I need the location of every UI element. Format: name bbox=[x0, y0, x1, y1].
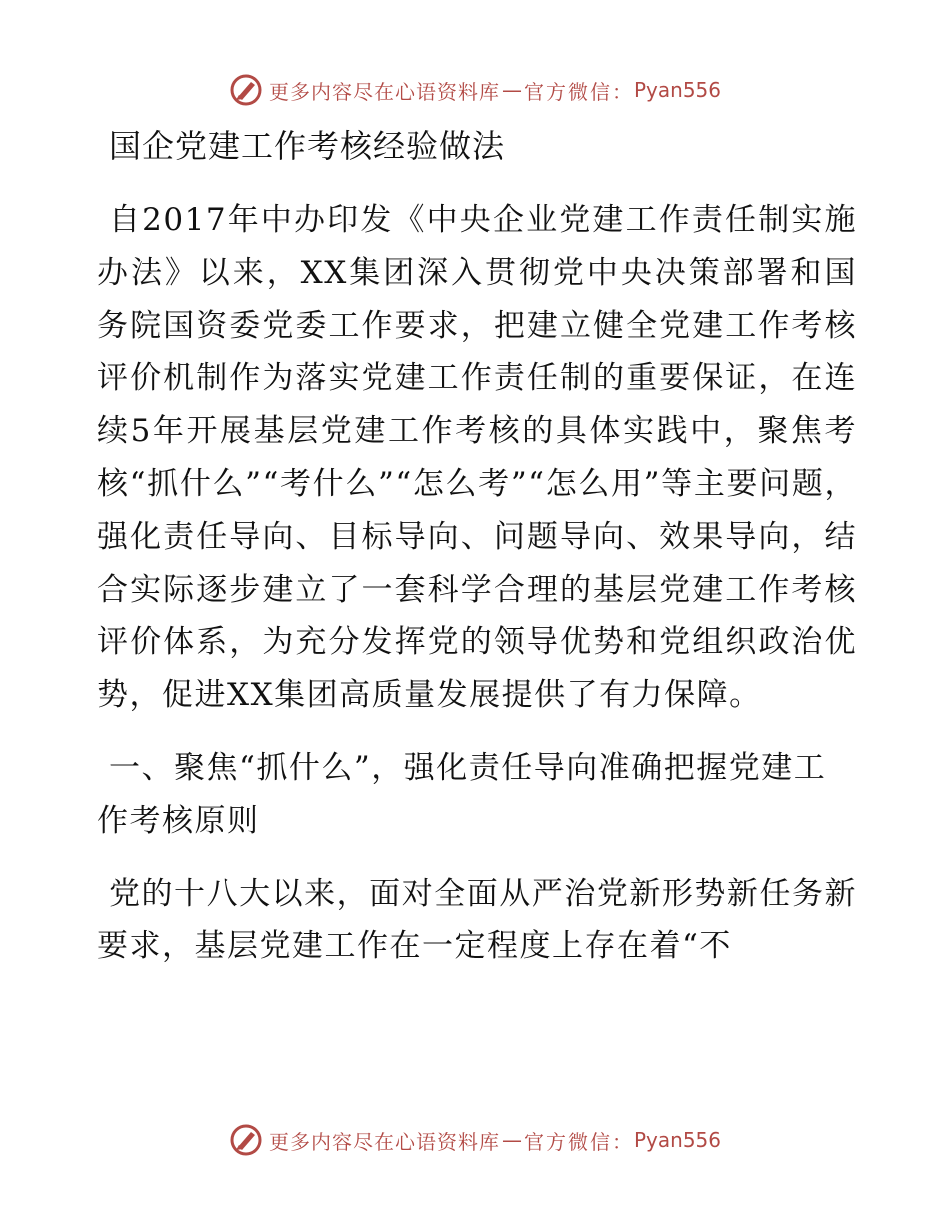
logo-icon bbox=[229, 1123, 263, 1157]
document-body bbox=[97, 122, 857, 993]
section-heading-1: 一、聚焦“抓什么”，强化责任导向准确把握党建工作考核原则 bbox=[97, 749, 827, 839]
intro-paragraph: 自2017年中办印发《中央企业党建工作责任制实施办法》以来，XX集团深入贯彻党中央决策部署和国务院国资委党委工作要求，把建立健全党建工作考核评价机制作为落实党建工作责任制的重要保证，在连续5年开展基层党建工作考核的具体实践中，聚焦考核“抓什么”“考什么”“怎么考”“怎么用”等主要问题，强化责任导向、目标导向、问题导向、效果导向，结合实际逐步建立了一套科学合理的基层党建工作考核评价体系，为充分发挥党的领导优势和党组织政治优势，促进XX集团高质量发展提供了有力保障。 bbox=[97, 202, 857, 714]
logo-icon bbox=[229, 73, 263, 107]
watermark-site-text: 更多内容尽在心语资料库 bbox=[268, 79, 500, 104]
watermark-wechat-id: Pyan556 bbox=[633, 1128, 721, 1152]
watermark-dash: — bbox=[501, 78, 522, 102]
page-title: 国企党建工作考核经验做法 bbox=[109, 127, 506, 165]
watermark-label: 官方微信： bbox=[523, 1129, 634, 1154]
section-paragraph-1: 党的十八大以来，面对全面从严治党新形势新任务新要求，基层党建工作在一定程度上存在着“不 bbox=[97, 875, 857, 965]
watermark-banner-bottom bbox=[0, 1120, 950, 1160]
watermark-label: 官方微信： bbox=[523, 79, 634, 104]
watermark-dash: — bbox=[501, 1128, 522, 1152]
watermark-site-text: 更多内容尽在心语资料库 bbox=[268, 1129, 500, 1154]
watermark-banner-top bbox=[0, 70, 950, 110]
watermark-wechat-id: Pyan556 bbox=[633, 78, 721, 102]
